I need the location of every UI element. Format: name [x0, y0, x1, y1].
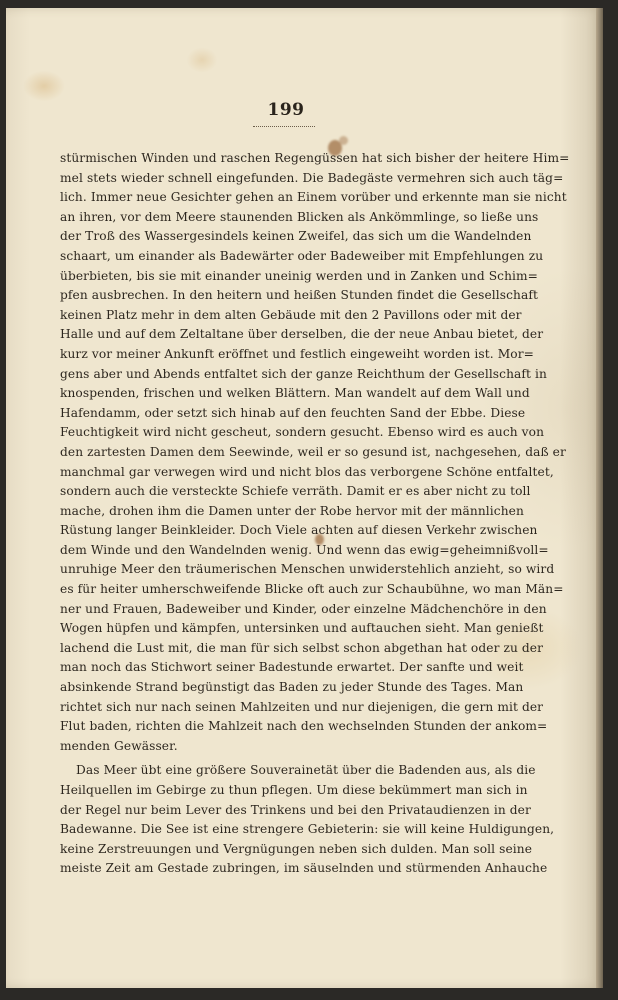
text-line: knospenden, frischen und welken Blättern. Man wandelt auf dem Wall und	[60, 386, 530, 401]
paragraph	[60, 761, 555, 879]
page-number: 199	[267, 100, 305, 120]
text-line: keine Zerstreuungen und Vergnügungen neben sich dulden. Man soll seine	[60, 841, 533, 856]
text-line: kurz vor meiner Ankunft eröffnet und festlich eingeweiht worden ist. Mor=	[60, 346, 534, 361]
page-number-rule	[253, 126, 315, 127]
text-line: Flut baden, richten die Mahlzeit nach den wechselnden Stunden der ankom=	[60, 719, 548, 734]
text-line: Halle und auf dem Zeltaltane über derselben, die der neue Anbau bietet, der	[60, 327, 544, 342]
text-line: schaart, um einander als Badewärter oder Badeweiber mit Empfehlungen zu	[60, 248, 544, 263]
paragraph	[60, 149, 570, 756]
text-line: dem Winde und den Wandelnden wenig. Und wenn das ewig=geheimnißvoll=	[60, 542, 549, 557]
text-line: überbieten, bis sie mit einander uneinig werden und in Zanken und Schim=	[60, 268, 538, 283]
text-line: Das Meer übt eine größere Souverainetät über die Badenden aus, als die	[76, 763, 536, 778]
text-line: menden Gewässer.	[60, 738, 178, 753]
body-text	[60, 149, 570, 879]
text-line: pfen ausbrechen. In den heitern und heißen Stunden findet die Gesellschaft	[60, 288, 538, 303]
text-line: lich. Immer neue Gesichter gehen an Einem vorüber und erkennte man sie nicht	[60, 190, 567, 205]
book-page	[6, 8, 602, 988]
text-line: Hafendamm, oder setzt sich hinab auf den feuchten Sand der Ebbe. Diese	[60, 405, 526, 420]
text-line: keinen Platz mehr in dem alten Gebäude mit den 2 Pavillons oder mit der	[60, 307, 522, 322]
text-line: den zartesten Damen dem Seewinde, weil er so gesund ist, nachgesehen, daß er	[60, 444, 566, 459]
text-line: Badewanne. Die See ist eine strengere Gebieterin: sie will keine Huldigungen,	[60, 822, 555, 837]
ink-stain	[339, 136, 348, 145]
text-line: es für heiter umherschweifende Blicke oft auch zur Schaubühne, wo man Män=	[60, 582, 564, 597]
text-line: Heilquellen im Gebirge zu thun pflegen. Um diese bekümmert man sich in	[60, 783, 528, 797]
page-edge	[596, 8, 603, 988]
text-line: Rüstung langer Beinkleider. Doch Viele achten auf diesen Verkehr zwischen	[60, 523, 538, 538]
text-line: unruhige Meer den träumerischen Menschen unwiderstehlich anzieht, so wird	[60, 562, 555, 577]
text-line: mache, drohen ihm die Damen unter der Robe hervor mit der männlichen	[60, 503, 524, 518]
text-line: der Regel nur beim Lever des Trinkens und bei den Privataudienzen in der	[60, 802, 531, 817]
text-line: mel stets wieder schnell eingefunden. Die Badegäste vermehren sich auch täg=	[60, 170, 564, 185]
text-line: an ihren, vor dem Meere staunenden Blicken als Ankömmlinge, so ließe uns	[60, 209, 539, 224]
text-line: stürmischen Winden und raschen Regengüssen hat sich bisher der heitere Him=	[60, 151, 570, 165]
text-line: ner und Frauen, Badeweiber und Kinder, oder einzelne Mädchenchöre in den	[60, 601, 547, 616]
text-line: manchmal gar verwegen wird und nicht blos das verborgene Schöne entfaltet,	[60, 464, 554, 479]
text-line: der Troß des Wassergesindels keinen Zweifel, das sich um die Wandelnden	[60, 229, 532, 244]
text-line: richtet sich nur nach seinen Mahlzeiten und nur diejenigen, die gern mit der	[60, 699, 544, 714]
text-line: absinkende Strand begünstigt das Baden zu jeder Stunde des Tages. Man	[60, 680, 524, 695]
text-line: man noch das Stichwort seiner Badestunde erwartet. Der sanfte und weit	[60, 660, 524, 675]
text-line: gens aber und Abends entfaltet sich der ganze Reichthum der Gesellschaft in	[60, 366, 547, 381]
text-line: Wogen hüpfen und kämpfen, untersinken und auftauchen sieht. Man genießt	[60, 621, 544, 636]
text-line: Feuchtigkeit wird nicht gescheut, sondern gesucht. Ebenso wird es auch von	[60, 425, 545, 440]
text-line: sondern auch die versteckte Schiefe verräth. Damit er es aber nicht zu toll	[60, 484, 531, 499]
text-line: lachend die Lust mit, die man für sich selbst schon abgethan hat oder zu der	[60, 640, 544, 655]
text-line: meiste Zeit am Gestade zubringen, im säuselnden und stürmenden Anhauche	[60, 861, 548, 876]
